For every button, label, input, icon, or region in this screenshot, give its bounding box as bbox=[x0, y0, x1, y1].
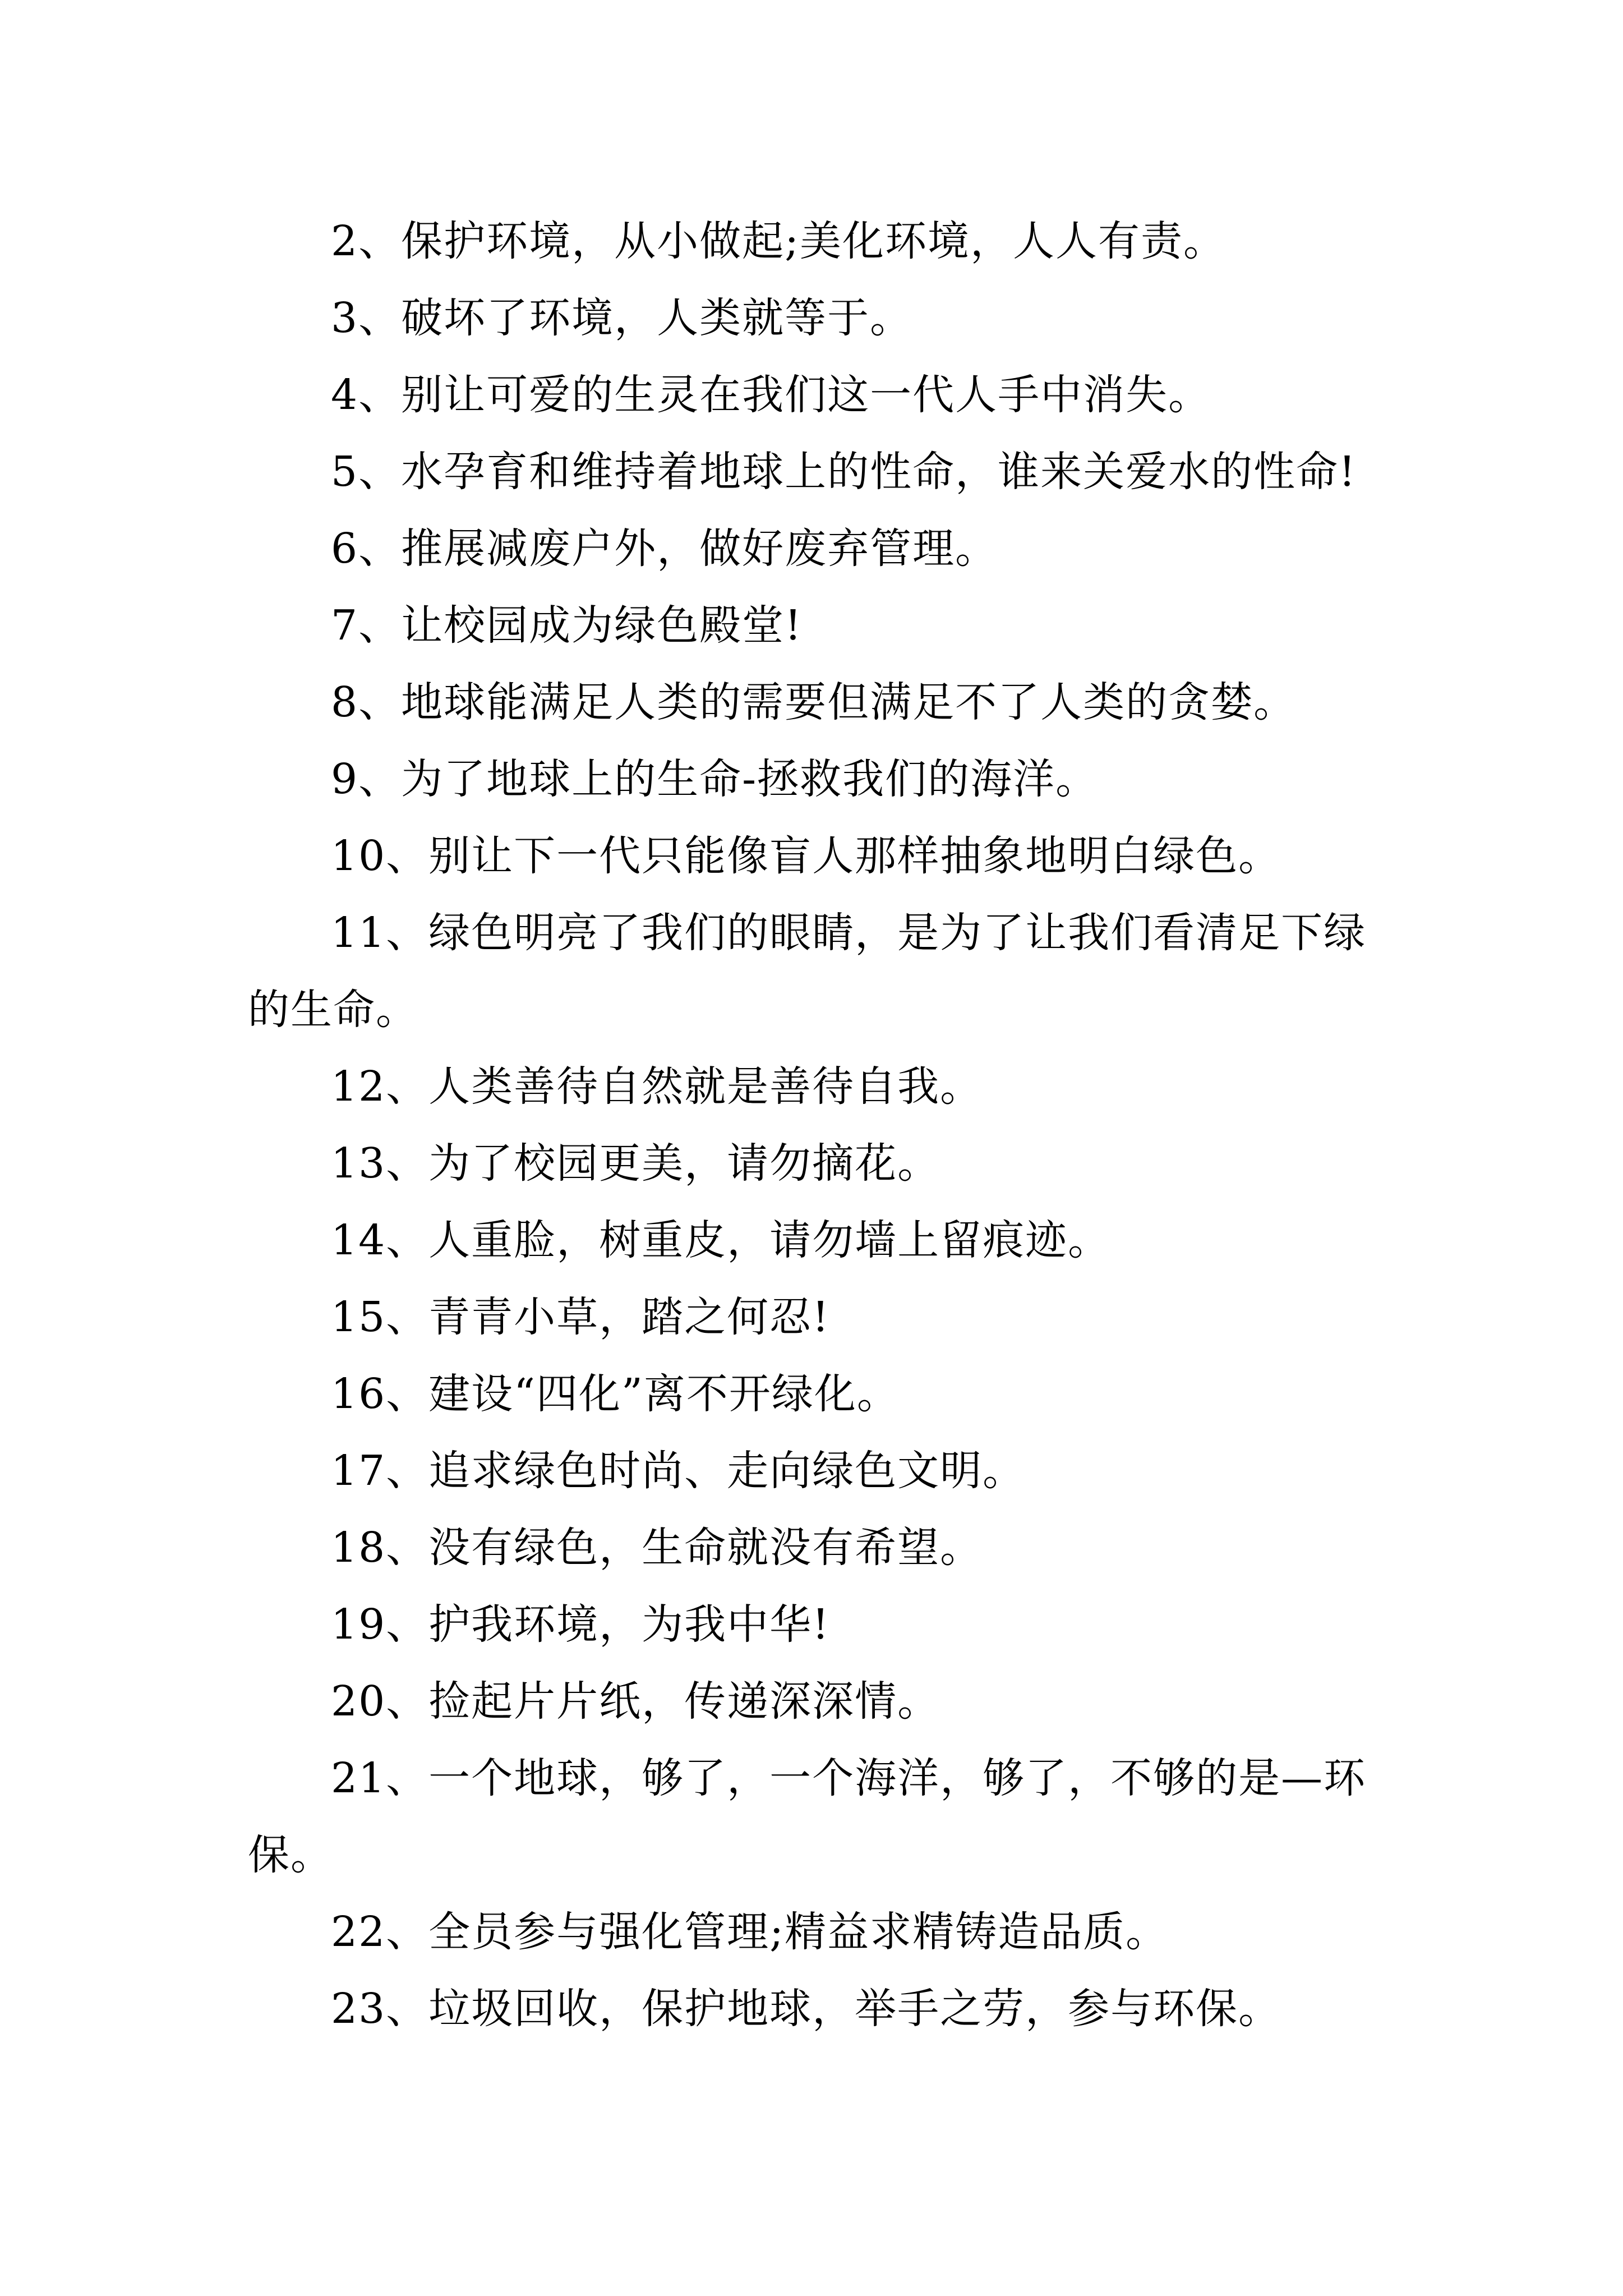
slogan-line: 3、破坏了环境，人类就等于。 bbox=[331, 294, 913, 342]
slogan-line: 5、水孕育和维持着地球上的性命，谁来关爱水的性命! bbox=[331, 448, 1357, 496]
slogan-line: 20、捡起片片纸，传递深深情。 bbox=[331, 1677, 940, 1726]
slogan-line: 15、青青小草，踏之何忍! bbox=[331, 1293, 830, 1341]
slogan-line: 7、让校园成为绿色殿堂! bbox=[331, 601, 803, 650]
slogan-line: 9、为了地球上的生命-拯救我们的海洋。 bbox=[331, 755, 1099, 803]
slogan-line: 16、建设“四化”离不开绿化。 bbox=[331, 1370, 900, 1418]
slogan-line: 22、全员参与强化管理;精益求精铸造品质。 bbox=[331, 1908, 1169, 1956]
slogan-line: 8、地球能满足人类的需要但满足不了人类的贪婪。 bbox=[331, 678, 1297, 726]
slogan-line: 13、为了校园更美，请勿摘花。 bbox=[331, 1139, 940, 1188]
slogan-line: 17、追求绿色时尚、走向绿色文明。 bbox=[331, 1447, 1026, 1495]
slogan-line: 19、护我环境，为我中华! bbox=[331, 1600, 830, 1649]
slogan-line: 2、保护环境，从小做起;美化环境，人人有责。 bbox=[331, 217, 1227, 265]
slogan-line: 10、别让下一代只能像盲人那样抽象地明白绿色。 bbox=[331, 832, 1281, 880]
slogan-line: 12、人类善待自然就是善待自我。 bbox=[331, 1062, 983, 1111]
slogan-line: 21、一个地球，够了，一个海洋，够了，不够的是—环保。 bbox=[248, 1754, 1367, 1879]
slogan-line: 14、人重脸，树重皮，请勿墙上留痕迹。 bbox=[331, 1216, 1111, 1264]
slogan-line: 11、绿色明亮了我们的眼睛，是为了让我们看清足下绿的生命。 bbox=[248, 909, 1367, 1034]
slogan-line: 4、别让可爱的生灵在我们这一代人手中消失。 bbox=[331, 371, 1211, 419]
document-body bbox=[248, 203, 1392, 2047]
slogan-line: 23、垃圾回收，保护地球，举手之劳，参与环保。 bbox=[331, 1985, 1281, 2033]
slogan-line: 18、没有绿色，生命就没有希望。 bbox=[331, 1524, 983, 1572]
slogan-line: 6、推展减废户外，做好废弃管理。 bbox=[331, 524, 998, 573]
